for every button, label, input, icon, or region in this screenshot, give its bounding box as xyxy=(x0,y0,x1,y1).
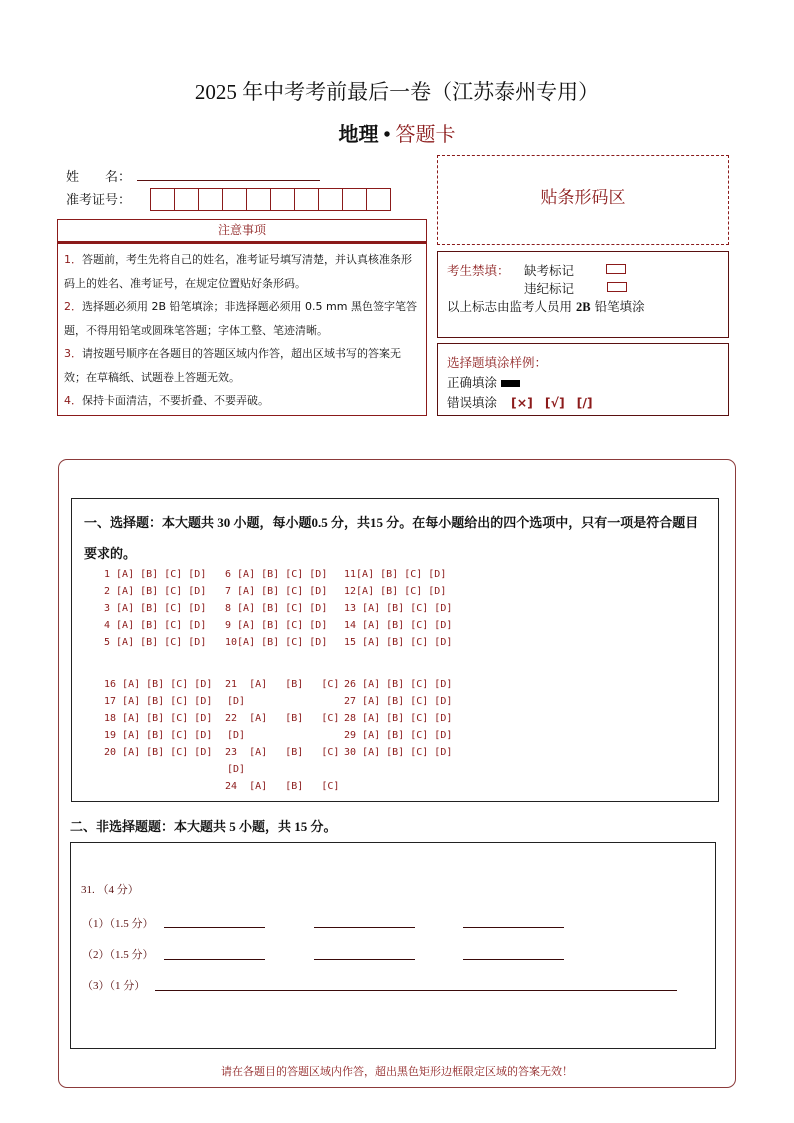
mc-question[interactable]: 30 [A] [B] [C] [D] xyxy=(344,747,453,758)
mc-question[interactable]: 23 [A] [B] [C] xyxy=(225,747,340,758)
question-31-label: 31. （4 分） xyxy=(81,884,139,896)
violation-mark-box[interactable] xyxy=(607,282,627,292)
part-1-blank-1[interactable] xyxy=(164,927,265,928)
mc-question[interactable]: 7 [A] [B] [C] [D] xyxy=(225,586,328,597)
correct-fill-label: 正确填涂 xyxy=(447,375,498,390)
mc-question[interactable]: 1 [A] [B] [C] [D] xyxy=(104,569,207,580)
violation-mark-label: 违纪标记 xyxy=(524,281,575,296)
mc-question[interactable]: 27 [A] [B] [C] [D] xyxy=(344,696,453,707)
fill-sample-box xyxy=(437,343,729,416)
part-3-label: （3）（1 分） xyxy=(82,980,146,992)
part-1-blank-3[interactable] xyxy=(463,927,564,928)
part-2-blank-2[interactable] xyxy=(314,959,415,960)
wrong-fill-example: [/] xyxy=(576,395,593,410)
mc-question[interactable]: 21 [A] [B] [C] xyxy=(225,679,340,690)
notice-heading: 注意事项 xyxy=(57,219,427,242)
correct-fill-example xyxy=(501,380,520,387)
mc-question[interactable]: 12[A] [B] [C] [D] xyxy=(344,586,447,597)
name-label: 姓 名： xyxy=(66,170,132,185)
exam-title: 2025 年中考考前最后一卷（江苏泰州专用） xyxy=(194,80,600,104)
wrong-fill-label: 错误填涂 xyxy=(447,395,498,410)
exam-id-boxes xyxy=(151,188,391,211)
mc-question[interactable]: 8 [A] [B] [C] [D] xyxy=(225,603,328,614)
part-2-blank-1[interactable] xyxy=(164,959,265,960)
notice-item: 1．答题前，考生先将自己的姓名，准考证号填写清楚，并认真核准条形码上的姓名、准考证号，在规定位置贴好条形码。 xyxy=(64,253,412,290)
section1-heading: 一、选择题：本大题共 30 小题，每小题0.5 分，共15 分。在每小题给出的四个选项中，只有一项是符合题目要求的。 xyxy=(84,515,699,561)
notice-item: 4．保持卡面清洁，不要折叠、不要弄破。 xyxy=(64,394,269,407)
mc-question[interactable]: 11[A] [B] [C] [D] xyxy=(344,569,447,580)
mc-question[interactable]: 5 [A] [B] [C] [D] xyxy=(104,637,207,648)
wrong-fill-example: [×] xyxy=(511,395,533,410)
mc-question[interactable]: 2 [A] [B] [C] [D] xyxy=(104,586,207,597)
part-1-label: （1）（1.5 分） xyxy=(82,918,154,930)
part-3-blank[interactable] xyxy=(155,990,677,991)
notice-list xyxy=(57,242,427,416)
part-2-label: （2）（1.5 分） xyxy=(82,949,154,961)
forbidden-label: 考生禁填： xyxy=(447,263,510,278)
id-digit-box[interactable] xyxy=(318,188,343,211)
mc-question[interactable]: 14 [A] [B] [C] [D] xyxy=(344,620,453,631)
mc-question[interactable]: 19 [A] [B] [C] [D] xyxy=(104,730,213,741)
mc-question[interactable]: 22 [A] [B] [C] xyxy=(225,713,340,724)
mc-question[interactable]: 17 [A] [B] [C] [D] xyxy=(104,696,213,707)
id-digit-box[interactable] xyxy=(294,188,319,211)
absent-mark-box[interactable] xyxy=(606,264,626,274)
mc-option-wrap[interactable]: [D] xyxy=(227,730,246,741)
wrong-fill-example: [√] xyxy=(544,395,565,410)
id-digit-box[interactable] xyxy=(150,188,175,211)
id-digit-box[interactable] xyxy=(342,188,367,211)
mc-question[interactable]: 15 [A] [B] [C] [D] xyxy=(344,637,453,648)
mc-option-wrap[interactable]: [D] xyxy=(227,764,246,775)
barcode-area: 贴条形码区 xyxy=(437,155,729,245)
mc-question[interactable]: 20 [A] [B] [C] [D] xyxy=(104,747,213,758)
id-digit-box[interactable] xyxy=(222,188,247,211)
id-digit-box[interactable] xyxy=(270,188,295,211)
mc-question[interactable]: 26 [A] [B] [C] [D] xyxy=(344,679,453,690)
mc-question[interactable]: 18 [A] [B] [C] [D] xyxy=(104,713,213,724)
multiple-choice-section xyxy=(71,498,719,802)
mc-question[interactable]: 16 [A] [B] [C] [D] xyxy=(104,679,213,690)
id-digit-box[interactable] xyxy=(198,188,223,211)
card-label: 答题卡 xyxy=(395,124,456,146)
card-subtitle xyxy=(0,118,794,147)
absent-mark-label: 缺考标记 xyxy=(524,263,575,278)
mc-question[interactable]: 29 [A] [B] [C] [D] xyxy=(344,730,453,741)
mc-question[interactable]: 9 [A] [B] [C] [D] xyxy=(225,620,328,631)
name-field[interactable] xyxy=(137,180,320,181)
mc-question[interactable]: 4 [A] [B] [C] [D] xyxy=(104,620,207,631)
separator: • xyxy=(383,124,391,146)
proctor-note: 以上标志由监考人员用 2B 铅笔填涂 xyxy=(447,299,645,314)
mc-question[interactable]: 10[A] [B] [C] [D] xyxy=(225,637,328,648)
proctor-only-box xyxy=(437,251,729,338)
id-digit-box[interactable] xyxy=(174,188,199,211)
mc-question[interactable]: 13 [A] [B] [C] [D] xyxy=(344,603,453,614)
exam-id-label: 准考证号： xyxy=(66,193,132,208)
section2-heading: 二、非选择题题：本大题共 5 小题，共 15 分。 xyxy=(70,819,337,834)
notice-item: 3．请按题号顺序在各题目的答题区域内作答，超出区域书写的答案无效；在草稿纸、试题卷上答题无效。 xyxy=(64,347,401,384)
subject-name: 地理 xyxy=(338,124,379,146)
id-digit-box[interactable] xyxy=(246,188,271,211)
fill-sample-heading: 选择题填涂样例： xyxy=(447,355,548,370)
part-1-blank-2[interactable] xyxy=(314,927,415,928)
id-digit-box[interactable] xyxy=(366,188,391,211)
mc-option-wrap[interactable]: [D] xyxy=(227,696,246,707)
part-2-blank-3[interactable] xyxy=(463,959,564,960)
notice-item: 2．选择题必须用 2B 铅笔填涂；非选择题必须用 0.5 mm 黑色签字笔答题，不得用铅笔或圆珠笔答题；字体工整、笔迹清晰。 xyxy=(64,300,417,337)
question-31-answer-box xyxy=(70,842,716,1049)
footer-warning: 请在各题目的答题区域内作答，超出黑色矩形边框限定区域的答案无效！ xyxy=(221,1065,573,1078)
mc-question[interactable]: 28 [A] [B] [C] [D] xyxy=(344,713,453,724)
mc-question[interactable]: 3 [A] [B] [C] [D] xyxy=(104,603,207,614)
mc-question[interactable]: 24 [A] [B] [C] xyxy=(225,781,340,792)
mc-question[interactable]: 6 [A] [B] [C] [D] xyxy=(225,569,328,580)
